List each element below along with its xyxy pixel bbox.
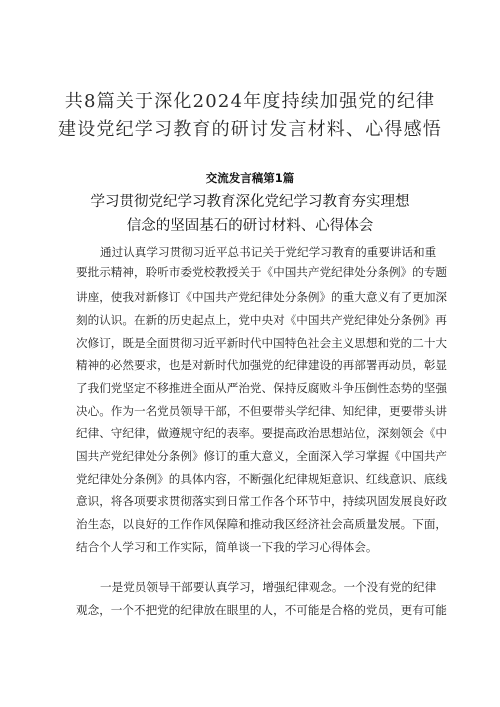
body-line: 治生态，以良好的工作作风保障和推动我区经济社会高质量发展。下面， (76, 517, 448, 531)
subtitle-line-1: 学习贯彻党纪学习教育深化党纪学习教育夯实理想 (90, 194, 410, 210)
body-line: 决心。作为一名党员领导干部，不但要带头学纪律、知纪律，更要带头讲 (76, 404, 448, 418)
section-label: 交流发言稿第1篇 (205, 171, 295, 185)
body-line: 观念，一个不把党的纪律放在眼里的人，不可能是合格的党员，更有可能 (76, 603, 448, 617)
body-line: 了我们党坚定不移推进全面从严治党、保持反腐败斗争压倒性态势的坚强 (76, 381, 448, 395)
body-line: 一是党员领导干部要认真学习，增强纪律观念。一个没有党的纪律 (100, 580, 437, 594)
body-line: 要批示精神，聆听市委党校教授关于《中国共产党纪律处分条例》的专题 (76, 265, 448, 279)
body-line: 国共产党纪律处分条例》修订的重大意义，全面深入学习掌握《中国共产 (76, 449, 448, 463)
body-line: 意识，将各项要求贯彻落实到日常工作各个环节中，持续巩固发展良好政 (76, 494, 448, 508)
subtitle-line-2: 信念的坚固基石的研讨材料、心得体会 (126, 218, 374, 234)
body-line: 讲座，使我对新修订《中国共产党纪律处分条例》的重大意义有了更加深 (76, 290, 448, 304)
document-title-line-2: 建设党纪学习教育的研讨发言材料、心得感悟 (58, 119, 442, 140)
body-line: 次修订，既是全面贯彻习近平新时代中国特色社会主义思想和党的二十大 (76, 336, 448, 350)
document-title-line-1: 共8篇关于深化2024年度持续加强党的纪律 (64, 91, 436, 112)
body-line: 纪律、守纪律，做遵规守纪的表率。要提高政治思想站位，深刻领会《中 (76, 426, 448, 440)
body-line: 结合个人学习和工作实际，简单谈一下我的学习心得体会。 (76, 540, 378, 554)
body-line: 精神的必然要求，也是对新时代加强党的纪律建设的再部署再动员，彰显 (76, 358, 448, 372)
body-line: 党纪律处分条例》的具体内容，不断强化纪律规矩意识、红线意识、底线 (76, 472, 448, 486)
body-line: 通过认真学习贯彻习近平总书记关于党纪学习教育的重要讲话和重 (100, 245, 437, 259)
body-line: 刻的认识。在新的历史起点上，党中央对《中国共产党纪律处分条例》再 (76, 313, 448, 327)
